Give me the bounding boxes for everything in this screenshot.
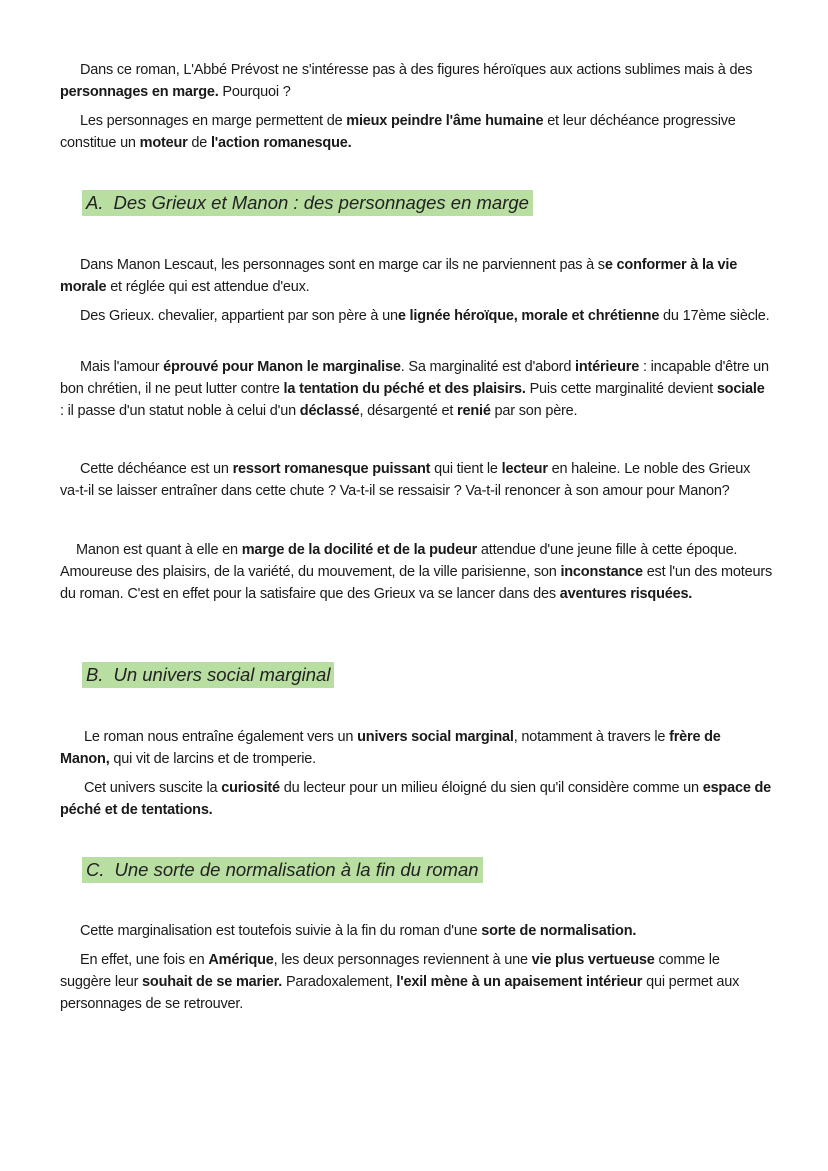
section-b-paragraph-1: Le roman nous entraîne également vers un univers social marginal, notamment à travers le frère de Manon, qui vit de larcins et de tromperie. <box>60 729 721 767</box>
section-a-paragraph-3: Mais l'amour éprouvé pour Manon le marginalise. Sa marginalité est d'abord intérieure : incapable d'être un bon chrétien, il ne peut lutter contre la tentation du péché et des plaisirs. Puis cette marginalité devient sociale : il passe d'un statut noble à celui d'un déclassé, désargenté et renié par son père. <box>60 359 769 419</box>
intro-paragraph-1: Dans ce roman, L'Abbé Prévost ne s'intéresse pas à des figures héroïques aux actions sublimes mais à des personnages en marge. Pourquoi ? <box>60 62 753 100</box>
section-heading-a: A. Des Grieux et Manon : des personnages en marge <box>82 190 533 216</box>
section-heading-b: B. Un univers social marginal <box>82 662 334 688</box>
section-a-paragraph-4: Cette déchéance est un ressort romanesque puissant qui tient le lecteur en haleine. Le noble des Grieux va-t-il se laisser entraîner dans cette chute ? Va-t-il se ressaisir ? Va-t-il renoncer à son amour pour Manon? <box>60 461 751 499</box>
intro-paragraph-2: Les personnages en marge permettent de mieux peindre l'âme humaine et leur déchéance progressive constitue un moteur de l'action romanesque. <box>60 113 736 151</box>
section-b-paragraph-2: Cet univers suscite la curiosité du lecteur pour un milieu éloigné du sien qu'il considère comme un espace de péché et de tentations. <box>60 780 772 818</box>
section-a-paragraph-5: Manon est quant à elle en marge de la docilité et de la pudeur attendue d'une jeune fille à cette époque. Amoureuse des plaisirs, de la variété, du mouvement, de la ville parisienne, son inconstance est l'un des moteurs du roman. C'est en effet pour la satisfaire que des Grieux va se lancer dans des aventures risquées. <box>60 542 772 602</box>
section-a-paragraph-1: Dans Manon Lescaut, les personnages sont en marge car ils ne parviennent pas à se conformer à la vie morale et réglée qui est attendue d'eux. <box>60 257 738 295</box>
section-a-paragraph-2: Des Grieux. chevalier, appartient par son père à une lignée héroïque, morale et chrétienne du 17ème siècle. <box>80 308 770 324</box>
section-c-paragraph-1: Cette marginalisation est toutefois suivie à la fin du roman d'une sorte de normalisation. <box>80 923 637 939</box>
section-heading-c: C. Une sorte de normalisation à la fin du roman <box>82 857 483 883</box>
section-c-paragraph-2: En effet, une fois en Amérique, les deux personnages reviennent à une vie plus vertueuse comme le suggère leur souhait de se marier. Paradoxalement, l'exil mène à un apaisement intérieur qui permet aux personnages de se retrouver. <box>60 952 740 1012</box>
